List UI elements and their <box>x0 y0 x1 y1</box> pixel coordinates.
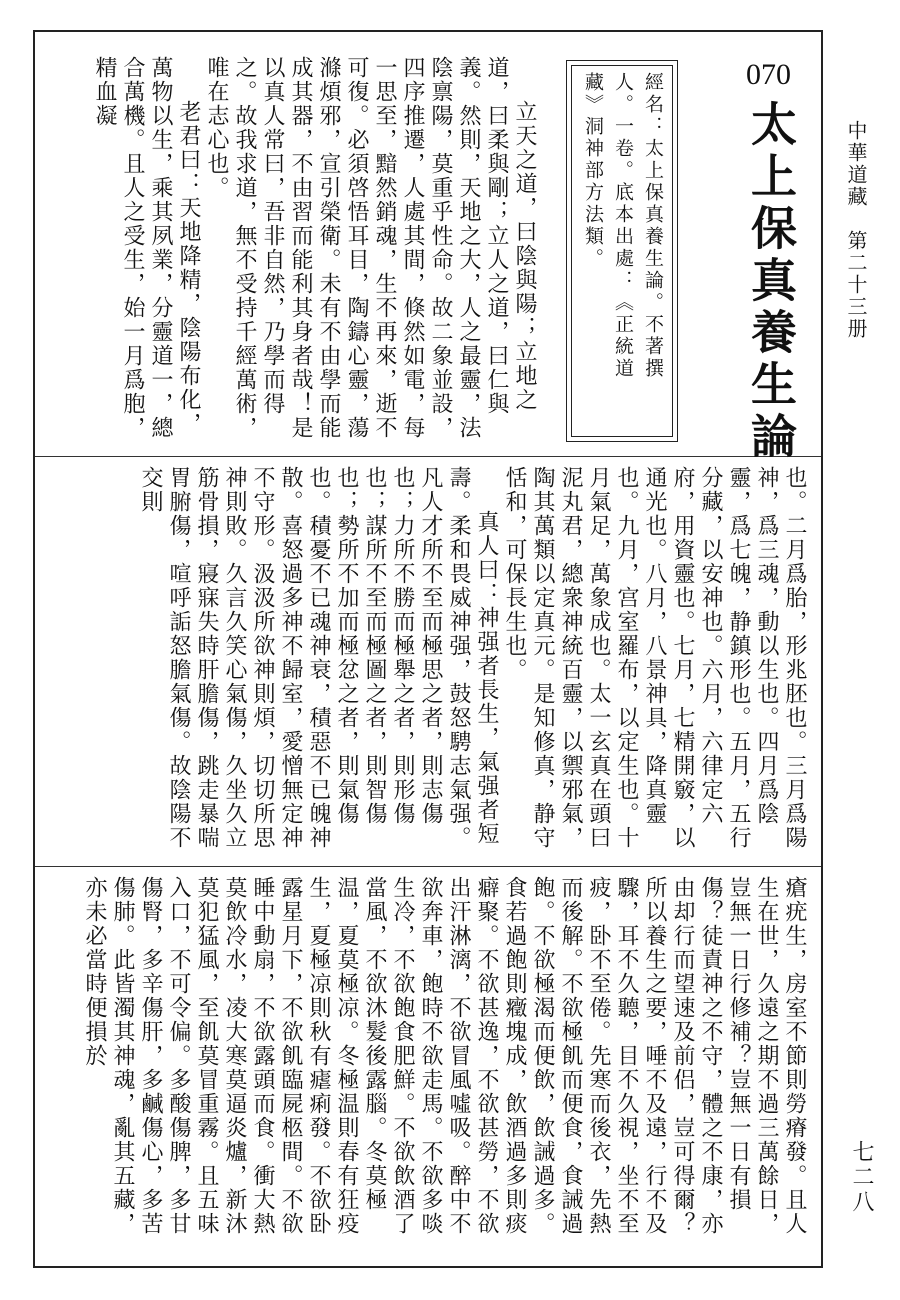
colophon-text <box>571 65 673 437</box>
section-1 <box>48 56 538 452</box>
volume-label: 第二十三册 <box>844 230 868 340</box>
text-number: 070 <box>746 58 791 91</box>
paragraph: 瘡疣生，房室不節則勞瘠發。且人生在世，久遠之期不過三萬餘日，豈無一日行修補？豈無一日有損傷？徒責神之不守，體之不康，亦由却行而望速及前侣，豈可得爾？所以養生之要，唾不及遠，行不及驟，耳不久聽，目不久視，坐不至疲，卧不至倦。先寒而後衣，先熱而後解。不欲極飢而便食，食誡過飽。不欲極渴而便飲，飲誡過多。食若過飽則癥塊成，飲酒過多則痰癖聚。不欲甚逸，不欲甚勞，不欲出汗淋漓，不欲冒風噓吸。醉中不欲奔車，飽時不欲走馬。不欲多啖生冷，不欲飽食肥鮮。不欲飲酒了當風，不欲沐髮後露腦。冬莫極温，夏莫極凉。冬極温則春有狂疫生，夏極凉則秋有瘧痢發。不欲卧露星月下，不欲飢臨屍柩間。不欲睡中動扇，不欲露頭而食。衝大熱莫飲冷水，凌大寒莫逼炎爐，新沐莫犯猛風，至飢莫冒重霧。且五味入口，不可令偏。多酸傷脾，多甘傷腎，多辛傷肝，多鹹傷心，多苦傷肺。此皆濁其神魂，亂其五藏，亦未必當時便損於 <box>82 876 807 1236</box>
paragraph: 真人曰：神强者長生，氣强者短壽。柔和畏威神强，鼓怒騁志氣强。凡人才所不至而極思之者，則志傷也；力所不勝而極舉之者，則形傷也；謀所不至而極圖之者，則智傷也；勢所不加而極忿之者，則氣傷也。積憂不已魂神衰，積惡不已魄神散。喜怒過多神不歸室，愛憎無定神不守形。汲汲所欲神則煩，切切所思神則敗。久言久笑心氣傷，久坐久立筋骨損，寢寐失時肝膽傷，跳走暴喘胃腑傷，喧呼詬怒膽氣傷。故陰陽不交則 <box>138 466 499 850</box>
page-number: 七二八 <box>849 1140 874 1215</box>
section-divider-2 <box>35 866 821 867</box>
paragraph: 老君曰：天地降精，陰陽布化，萬物以生，乘其夙業，分靈道一，總合萬機。且人之受生，始一月爲胞，精血凝 <box>92 56 201 440</box>
text-title: 太上保真養生論 <box>744 100 798 464</box>
running-head <box>842 120 871 340</box>
book-title: 中華道藏 <box>844 120 868 208</box>
section-3 <box>48 876 808 1256</box>
paragraph: 也。二月爲胎，形兆胚也。三月爲陽神，爲三魂，動以生也。四月爲陰靈，爲七魄，静鎮形也。五月，五行分藏，以安神也。六月，六律定六府，用資靈也。七月，七精開竅，以通光也。八月，八景神具，降真靈也。九月，宫室羅布，以定生也。十月氣足，萬象成也。太一玄真在頭曰泥丸君，總衆神統百靈，以禦邪氣，陶其萬類以定真元。是知修真，静守恬和，可保長生也。 <box>502 466 807 850</box>
colophon-line: 藏》洞神部方法類。 <box>582 72 604 270</box>
section-divider-1 <box>35 456 821 457</box>
paragraph: 立天之道，曰陰與陽；立地之道，曰柔與剛；立人之道，曰仁與義。然則，天地之大，人之最靈，法陰禀陽，莫重乎性命。故二象並設，四序推遷，人處其間，倏然如電，每一思至，黯然銷魂，生不再來，逝不可復。必須啓悟耳目，陶鑄心靈，蕩滌煩邪，宣引榮衛。未有不由學而能成其器，不由習而能利其身者哉！是以真人常曰，吾非自然，乃學而得之。故我求道，無不受持千經萬術，唯在志心也。 <box>204 56 537 440</box>
colophon-line: 經名：太上保真養生論。不著撰 <box>642 72 664 380</box>
section-2 <box>48 466 808 858</box>
colophon-box <box>566 60 678 442</box>
colophon-line: 人。一卷。底本出處：《正統道 <box>612 72 634 380</box>
